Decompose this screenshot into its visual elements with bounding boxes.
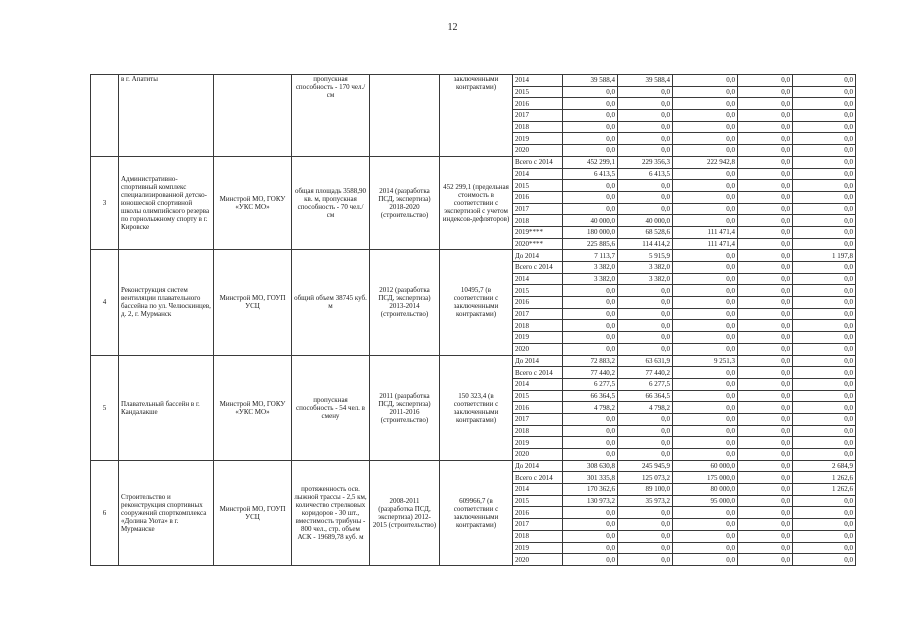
amount-cell: 0,0 <box>738 238 793 250</box>
amount-cell: 0,0 <box>673 215 738 227</box>
amount-cell: 0,0 <box>738 437 793 449</box>
capacity-cell: пропускная способность - 170 чел./см <box>292 75 370 157</box>
amount-cell: 0,0 <box>793 320 856 332</box>
amount-cell: 0,0 <box>618 519 673 531</box>
amount-cell: 0,0 <box>738 156 793 168</box>
amount-cell: 1 262,6 <box>793 484 856 496</box>
amount-cell: 0,0 <box>793 226 856 238</box>
period-cell: 2014 <box>513 484 563 496</box>
amount-cell: 229 356,3 <box>618 156 673 168</box>
amount-cell: 0,0 <box>673 378 738 390</box>
amount-cell: 0,0 <box>563 530 618 542</box>
amount-cell: 0,0 <box>563 285 618 297</box>
amount-cell: 0,0 <box>673 285 738 297</box>
amount-cell: 0,0 <box>793 180 856 192</box>
amount-cell: 0,0 <box>563 413 618 425</box>
amount-cell: 225 885,6 <box>563 238 618 250</box>
amount-cell: 0,0 <box>673 98 738 110</box>
amount-cell: 0,0 <box>563 191 618 203</box>
period-cell: 2017 <box>513 308 563 320</box>
cost-cell: 609966,7 (в соответствии с заключенными контрактами) <box>440 460 513 565</box>
amount-cell: 0,0 <box>738 320 793 332</box>
amount-cell: 0,0 <box>563 320 618 332</box>
amount-cell: 0,0 <box>738 519 793 531</box>
amount-cell: 0,0 <box>793 191 856 203</box>
amount-cell: 0,0 <box>618 425 673 437</box>
amount-cell: 40 000,0 <box>563 215 618 227</box>
amount-cell: 1 262,6 <box>793 472 856 484</box>
amount-cell: 0,0 <box>793 449 856 461</box>
period-cell: Всего с 2014 <box>513 262 563 274</box>
amount-cell: 0,0 <box>618 98 673 110</box>
amount-cell: 0,0 <box>738 378 793 390</box>
amount-cell: 0,0 <box>793 332 856 344</box>
amount-cell: 0,0 <box>563 554 618 566</box>
amount-cell: 95 000,0 <box>673 495 738 507</box>
period-cell: 2017 <box>513 110 563 122</box>
customer-cell: Минстрой МО, ГОКУ «УКС МО» <box>214 156 292 250</box>
table-row <box>91 75 856 87</box>
amount-cell: 0,0 <box>793 145 856 157</box>
period-cell: До 2014 <box>513 355 563 367</box>
amount-cell: 5 915,9 <box>618 250 673 262</box>
capacity-cell: протяженность осв. лыжной трассы - 2,5 км, количество стрелковых коридоров - 30 шт., вместимость трибуны - 800 чел., стр. объем АСК - 19689,78 куб. м <box>292 460 370 565</box>
amount-cell: 0,0 <box>563 203 618 215</box>
amount-cell: 66 364,5 <box>563 390 618 402</box>
amount-cell: 0,0 <box>738 250 793 262</box>
amount-cell: 0,0 <box>673 367 738 379</box>
period-cell: 2018 <box>513 215 563 227</box>
amount-cell: 0,0 <box>793 378 856 390</box>
capacity-cell: пропускная способность - 54 чел. в смену <box>292 355 370 460</box>
amount-cell: 0,0 <box>738 343 793 355</box>
amount-cell: 3 382,0 <box>563 273 618 285</box>
amount-cell: 0,0 <box>793 168 856 180</box>
amount-cell: 0,0 <box>738 215 793 227</box>
amount-cell: 0,0 <box>673 437 738 449</box>
period-cell: 2015 <box>513 285 563 297</box>
period-cell: 2019 <box>513 437 563 449</box>
amount-cell: 0,0 <box>673 133 738 145</box>
amount-cell: 60 000,0 <box>673 460 738 472</box>
amount-cell: 0,0 <box>673 145 738 157</box>
amount-cell: 130 973,2 <box>563 495 618 507</box>
amount-cell: 0,0 <box>673 86 738 98</box>
amount-cell: 0,0 <box>738 413 793 425</box>
cost-cell: 150 323,4 (в соответствии с заключенными контрактами) <box>440 355 513 460</box>
amount-cell: 0,0 <box>793 554 856 566</box>
period-cell: 2014 <box>513 75 563 87</box>
cost-cell: 10495,7 (в соответствии с заключенными контрактами) <box>440 250 513 355</box>
amount-cell: 0,0 <box>738 390 793 402</box>
amount-cell: 0,0 <box>738 262 793 274</box>
amount-cell: 0,0 <box>793 262 856 274</box>
amount-cell: 0,0 <box>563 449 618 461</box>
amount-cell: 0,0 <box>793 437 856 449</box>
amount-cell: 0,0 <box>618 332 673 344</box>
amount-cell: 0,0 <box>673 425 738 437</box>
amount-cell: 180 000,0 <box>563 226 618 238</box>
period-cell: 2018 <box>513 425 563 437</box>
capacity-cell: общий объем 38745 куб. м <box>292 250 370 355</box>
amount-cell: 0,0 <box>793 203 856 215</box>
amount-cell: 0,0 <box>738 332 793 344</box>
amount-cell: 0,0 <box>793 238 856 250</box>
item-number: 5 <box>91 355 119 460</box>
amount-cell: 9 251,3 <box>673 355 738 367</box>
amount-cell: 0,0 <box>673 554 738 566</box>
amount-cell: 0,0 <box>563 343 618 355</box>
amount-cell: 0,0 <box>793 367 856 379</box>
amount-cell: 6 413,5 <box>618 168 673 180</box>
amount-cell: 68 528,6 <box>618 226 673 238</box>
amount-cell: 0,0 <box>618 437 673 449</box>
period-cell: 2017 <box>513 519 563 531</box>
period-cell: 2018 <box>513 320 563 332</box>
period-cell: 2015 <box>513 495 563 507</box>
amount-cell: 6 277,5 <box>563 378 618 390</box>
amount-cell: 0,0 <box>673 390 738 402</box>
object-name: Реконструкция систем вентиляции плавательного бассейна по ул. Челюскинцев, д. 2, г. Мурманск <box>119 250 214 355</box>
amount-cell: 0,0 <box>563 542 618 554</box>
amount-cell: 0,0 <box>618 530 673 542</box>
period-cell: 2015 <box>513 180 563 192</box>
amount-cell: 0,0 <box>673 507 738 519</box>
amount-cell: 0,0 <box>793 308 856 320</box>
amount-cell: 0,0 <box>738 554 793 566</box>
amount-cell: 6 413,5 <box>563 168 618 180</box>
amount-cell: 301 335,8 <box>563 472 618 484</box>
amount-cell: 0,0 <box>563 519 618 531</box>
amount-cell: 0,0 <box>738 507 793 519</box>
amount-cell: 89 100,0 <box>618 484 673 496</box>
amount-cell: 222 942,8 <box>673 156 738 168</box>
amount-cell: 0,0 <box>793 121 856 133</box>
amount-cell: 0,0 <box>738 86 793 98</box>
cost-cell: заключенными контрактами) <box>440 75 513 157</box>
amount-cell: 3 382,0 <box>618 262 673 274</box>
stage-cell: 2011 (разработка ПСД, экспертиза) 2011-2016 (строительство) <box>370 355 440 460</box>
amount-cell: 0,0 <box>793 86 856 98</box>
object-name: Строительство и реконструкция спортивных сооружений спорткомплекса «Долина Уюта» в г. Мурманске <box>119 460 214 565</box>
amount-cell: 0,0 <box>793 133 856 145</box>
amount-cell: 4 798,2 <box>618 402 673 414</box>
object-name: Административно-спортивный комплекс специализированной детско-юношеской спортивной школы олимпийского резерва по горнолыжному спорту в г. Кировске <box>119 156 214 250</box>
amount-cell: 0,0 <box>563 121 618 133</box>
item-number: 6 <box>91 460 119 565</box>
amount-cell: 0,0 <box>793 285 856 297</box>
period-cell: 2016 <box>513 98 563 110</box>
period-cell: 2019 <box>513 133 563 145</box>
table-row <box>91 156 856 168</box>
amount-cell: 114 414,2 <box>618 238 673 250</box>
amount-cell: 0,0 <box>673 121 738 133</box>
amount-cell: 0,0 <box>793 215 856 227</box>
amount-cell: 452 299,1 <box>563 156 618 168</box>
amount-cell: 0,0 <box>618 308 673 320</box>
amount-cell: 0,0 <box>793 343 856 355</box>
amount-cell: 0,0 <box>618 297 673 309</box>
amount-cell: 111 471,4 <box>673 238 738 250</box>
amount-cell: 0,0 <box>618 285 673 297</box>
amount-cell: 0,0 <box>738 297 793 309</box>
amount-cell: 0,0 <box>793 355 856 367</box>
stage-cell <box>370 75 440 157</box>
amount-cell: 0,0 <box>618 320 673 332</box>
period-cell: 2020 <box>513 343 563 355</box>
amount-cell: 0,0 <box>738 75 793 87</box>
program-table <box>90 74 856 566</box>
period-cell: 2015 <box>513 390 563 402</box>
amount-cell: 0,0 <box>618 507 673 519</box>
stage-cell: 2008-2011 (разработка ПСД, экспертиза) 2012-2015 (строительство) <box>370 460 440 565</box>
amount-cell: 0,0 <box>673 413 738 425</box>
object-name: в г. Апатиты <box>119 75 214 157</box>
amount-cell: 63 631,9 <box>618 355 673 367</box>
amount-cell: 111 471,4 <box>673 226 738 238</box>
period-cell: 2017 <box>513 413 563 425</box>
amount-cell: 0,0 <box>673 542 738 554</box>
amount-cell: 0,0 <box>673 320 738 332</box>
amount-cell: 0,0 <box>563 133 618 145</box>
period-cell: До 2014 <box>513 460 563 472</box>
amount-cell: 0,0 <box>793 98 856 110</box>
amount-cell: 0,0 <box>618 86 673 98</box>
amount-cell: 0,0 <box>738 308 793 320</box>
period-cell: 2015 <box>513 86 563 98</box>
amount-cell: 77 440,2 <box>563 367 618 379</box>
period-cell: 2014 <box>513 378 563 390</box>
period-cell: 2019**** <box>513 226 563 238</box>
amount-cell: 0,0 <box>618 180 673 192</box>
amount-cell: 0,0 <box>673 203 738 215</box>
amount-cell: 0,0 <box>738 98 793 110</box>
amount-cell: 80 000,0 <box>673 484 738 496</box>
amount-cell: 0,0 <box>793 495 856 507</box>
amount-cell: 66 364,5 <box>618 390 673 402</box>
amount-cell: 0,0 <box>563 180 618 192</box>
amount-cell: 0,0 <box>738 121 793 133</box>
amount-cell: 0,0 <box>673 308 738 320</box>
amount-cell: 170 362,6 <box>563 484 618 496</box>
customer-cell <box>214 75 292 157</box>
amount-cell: 0,0 <box>673 519 738 531</box>
period-cell: 2020**** <box>513 238 563 250</box>
customer-cell: Минстрой МО, ГОКУ «УКС МО» <box>214 355 292 460</box>
amount-cell: 0,0 <box>793 425 856 437</box>
object-name: Плавательный бассейн в г. Кандалакше <box>119 355 214 460</box>
item-number <box>91 75 119 157</box>
amount-cell: 0,0 <box>618 203 673 215</box>
amount-cell: 0,0 <box>738 495 793 507</box>
amount-cell: 0,0 <box>793 519 856 531</box>
amount-cell: 0,0 <box>563 332 618 344</box>
amount-cell: 1 197,8 <box>793 250 856 262</box>
amount-cell: 0,0 <box>738 530 793 542</box>
amount-cell: 0,0 <box>793 413 856 425</box>
amount-cell: 0,0 <box>738 425 793 437</box>
period-cell: 2017 <box>513 203 563 215</box>
period-cell: 2016 <box>513 402 563 414</box>
amount-cell: 0,0 <box>738 542 793 554</box>
amount-cell: 0,0 <box>673 332 738 344</box>
amount-cell: 0,0 <box>618 554 673 566</box>
amount-cell: 4 798,2 <box>563 402 618 414</box>
amount-cell: 40 000,0 <box>618 215 673 227</box>
amount-cell: 0,0 <box>738 367 793 379</box>
table-row <box>91 460 856 472</box>
amount-cell: 6 277,5 <box>618 378 673 390</box>
item-number: 3 <box>91 156 119 250</box>
amount-cell: 0,0 <box>618 413 673 425</box>
amount-cell: 77 440,2 <box>618 367 673 379</box>
table-row <box>91 355 856 367</box>
amount-cell: 0,0 <box>563 437 618 449</box>
amount-cell: 0,0 <box>793 273 856 285</box>
amount-cell: 0,0 <box>618 542 673 554</box>
period-cell: 2020 <box>513 554 563 566</box>
amount-cell: 0,0 <box>673 343 738 355</box>
table-row <box>91 250 856 262</box>
amount-cell: 0,0 <box>793 507 856 519</box>
amount-cell: 0,0 <box>793 402 856 414</box>
amount-cell: 0,0 <box>563 145 618 157</box>
amount-cell: 0,0 <box>793 542 856 554</box>
period-cell: 2016 <box>513 297 563 309</box>
stage-cell: 2012 (разработка ПСД, экспертиза) 2013-2014 (строительство) <box>370 250 440 355</box>
period-cell: 2018 <box>513 121 563 133</box>
amount-cell: 0,0 <box>738 484 793 496</box>
amount-cell: 0,0 <box>673 250 738 262</box>
amount-cell: 0,0 <box>793 75 856 87</box>
amount-cell: 0,0 <box>673 168 738 180</box>
amount-cell: 0,0 <box>563 297 618 309</box>
amount-cell: 0,0 <box>618 191 673 203</box>
amount-cell: 0,0 <box>618 110 673 122</box>
period-cell: Всего с 2014 <box>513 472 563 484</box>
amount-cell: 0,0 <box>673 180 738 192</box>
period-cell: Всего с 2014 <box>513 367 563 379</box>
amount-cell: 0,0 <box>563 507 618 519</box>
amount-cell: 0,0 <box>738 472 793 484</box>
customer-cell: Минстрой МО, ГОУП УСЦ <box>214 460 292 565</box>
period-cell: До 2014 <box>513 250 563 262</box>
amount-cell: 0,0 <box>673 530 738 542</box>
amount-cell: 3 382,0 <box>618 273 673 285</box>
amount-cell: 0,0 <box>618 343 673 355</box>
amount-cell: 2 684,9 <box>793 460 856 472</box>
amount-cell: 175 000,0 <box>673 472 738 484</box>
amount-cell: 0,0 <box>738 226 793 238</box>
amount-cell: 0,0 <box>738 203 793 215</box>
amount-cell: 72 883,2 <box>563 355 618 367</box>
amount-cell: 0,0 <box>563 425 618 437</box>
amount-cell: 7 113,7 <box>563 250 618 262</box>
amount-cell: 0,0 <box>618 121 673 133</box>
amount-cell: 0,0 <box>673 191 738 203</box>
amount-cell: 0,0 <box>793 297 856 309</box>
period-cell: 2016 <box>513 191 563 203</box>
capacity-cell: общая площадь 3588,90 кв. м, пропускная способность - 70 чел./см <box>292 156 370 250</box>
amount-cell: 0,0 <box>793 390 856 402</box>
amount-cell: 0,0 <box>563 98 618 110</box>
amount-cell: 0,0 <box>793 530 856 542</box>
amount-cell: 0,0 <box>738 145 793 157</box>
period-cell: 2019 <box>513 332 563 344</box>
period-cell: 2016 <box>513 507 563 519</box>
stage-cell: 2014 (разработка ПСД, экспертиза) 2018-2020 (строительство) <box>370 156 440 250</box>
amount-cell: 39 588,4 <box>618 75 673 87</box>
amount-cell: 0,0 <box>793 156 856 168</box>
amount-cell: 0,0 <box>738 133 793 145</box>
amount-cell: 0,0 <box>738 460 793 472</box>
amount-cell: 0,0 <box>563 110 618 122</box>
period-cell: 2020 <box>513 145 563 157</box>
amount-cell: 0,0 <box>738 191 793 203</box>
amount-cell: 0,0 <box>673 273 738 285</box>
amount-cell: 35 973,2 <box>618 495 673 507</box>
amount-cell: 0,0 <box>673 449 738 461</box>
amount-cell: 0,0 <box>673 402 738 414</box>
amount-cell: 0,0 <box>673 110 738 122</box>
period-cell: 2014 <box>513 168 563 180</box>
amount-cell: 0,0 <box>738 273 793 285</box>
amount-cell: 0,0 <box>738 285 793 297</box>
amount-cell: 308 630,8 <box>563 460 618 472</box>
period-cell: 2014 <box>513 273 563 285</box>
period-cell: Всего с 2014 <box>513 156 563 168</box>
amount-cell: 125 073,2 <box>618 472 673 484</box>
amount-cell: 0,0 <box>738 402 793 414</box>
period-cell: 2018 <box>513 530 563 542</box>
cost-cell: 452 299,1 (предельная стоимость в соответствии с экспертизой с учетом индексов-дефляторов) <box>440 156 513 250</box>
amount-cell: 0,0 <box>618 449 673 461</box>
amount-cell: 0,0 <box>738 449 793 461</box>
amount-cell: 0,0 <box>618 145 673 157</box>
amount-cell: 0,0 <box>738 355 793 367</box>
page-number: 12 <box>447 22 458 33</box>
amount-cell: 39 588,4 <box>563 75 618 87</box>
amount-cell: 0,0 <box>673 75 738 87</box>
customer-cell: Минстрой МО, ГОУП УСЦ <box>214 250 292 355</box>
amount-cell: 0,0 <box>673 262 738 274</box>
amount-cell: 0,0 <box>738 110 793 122</box>
amount-cell: 0,0 <box>738 168 793 180</box>
amount-cell: 0,0 <box>618 133 673 145</box>
amount-cell: 0,0 <box>563 86 618 98</box>
period-cell: 2019 <box>513 542 563 554</box>
amount-cell: 0,0 <box>793 110 856 122</box>
amount-cell: 3 382,0 <box>563 262 618 274</box>
amount-cell: 0,0 <box>738 180 793 192</box>
period-cell: 2020 <box>513 449 563 461</box>
amount-cell: 245 945,9 <box>618 460 673 472</box>
amount-cell: 0,0 <box>673 297 738 309</box>
item-number: 4 <box>91 250 119 355</box>
amount-cell: 0,0 <box>563 308 618 320</box>
